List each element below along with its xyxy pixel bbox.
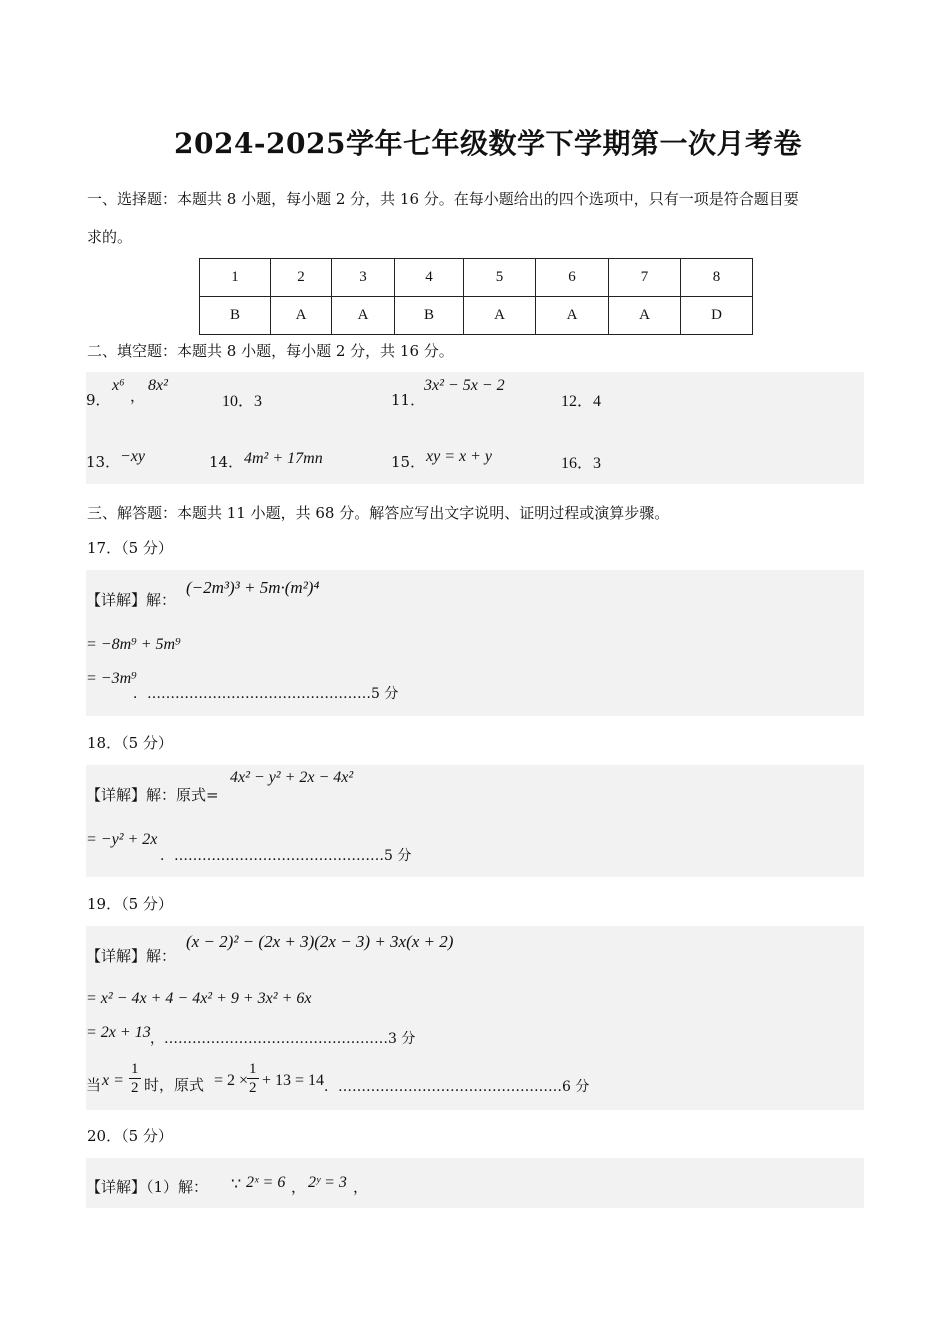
q19-fraction-half (129, 1060, 141, 1097)
q14-answer: 4m² + 17mn (244, 450, 323, 467)
page-title: 2024-2025学年七年级数学下学期第一次月考卷 (174, 127, 802, 160)
q19-calc: = 2 × (214, 1072, 249, 1089)
q18-expression: 4x² − y² + 2x − 4x² (230, 769, 354, 786)
table-cell: 3 (332, 259, 395, 297)
q9-answer-b: 8x² (148, 377, 168, 394)
choice-answer-table (199, 258, 753, 335)
section1-line1: 一、选择题：本题共 8 小题，每小题 2 分，共 16 分。在每小题给出的四个选项中，只有一项是符合题目要 (87, 190, 799, 208)
q17-step1: = −8m⁹ + 5m⁹ (86, 636, 181, 653)
q15-answer: xy = x + y (426, 448, 492, 465)
q20-separator: ， (291, 1178, 307, 1196)
table-cell: 4 (395, 259, 464, 297)
q20-expression-1: 2ˣ = 6 (246, 1174, 286, 1191)
q18-intro: 【详解】解：原式= (86, 786, 219, 804)
q17-step2: = −3m⁹ (86, 670, 137, 687)
fraction-numerator: 1 (131, 1061, 139, 1077)
table-cell: B (395, 297, 464, 335)
q18-step1: = −y² + 2x (86, 831, 158, 848)
q17-solution-panel (86, 570, 864, 716)
table-row-numbers (200, 259, 753, 297)
table-cell: A (332, 297, 395, 335)
q10-answer: 10．3 (222, 393, 263, 410)
table-cell: B (200, 297, 271, 335)
q17-expression: (−2m³)³ + 5m·(m²)⁴ (186, 578, 320, 597)
q20-end: ， (353, 1178, 369, 1196)
section2-heading: 二、填空题：本题共 8 小题，每小题 2 分，共 16 分。 (87, 342, 454, 360)
table-cell: A (464, 297, 536, 335)
table-cell: 5 (464, 259, 536, 297)
q20-expression-2: 2ʸ = 3 (308, 1174, 347, 1191)
table-cell: A (271, 297, 332, 335)
fraction-denominator: 2 (249, 1080, 257, 1096)
table-cell: D (681, 297, 753, 335)
q19-intro: 【详解】解： (86, 947, 177, 965)
table-cell: 2 (271, 259, 332, 297)
because-symbol: ∵ (231, 1176, 242, 1193)
q19-solution-panel (86, 926, 864, 1110)
table-cell: A (609, 297, 681, 335)
q19-x-equals: x = (102, 1072, 124, 1089)
q18-label: 18．（5 分） (87, 734, 173, 752)
q9-answer-a: x⁶ (112, 377, 125, 394)
q18-score-dots: ．………………………………………5 分 (160, 848, 412, 864)
fraction-numerator: 1 (249, 1061, 257, 1077)
q17-intro: 【详解】解： (86, 591, 177, 609)
table-cell: 8 (681, 259, 753, 297)
fill-answers-panel (86, 372, 864, 484)
q17-label: 17．（5 分） (87, 539, 173, 557)
q20-label: 20．（5 分） (87, 1127, 173, 1145)
q9-label: 9． (86, 391, 111, 409)
table-cell: 7 (609, 259, 681, 297)
q9-separator: ， (130, 387, 146, 405)
q20-solution-panel (86, 1158, 864, 1208)
q19-score-dots-6: ．…………………………………………6 分 (324, 1079, 590, 1095)
q17-score-dots: ．…………………………………………5 分 (133, 686, 399, 702)
table-cell: 6 (536, 259, 609, 297)
q18-solution-panel (86, 765, 864, 877)
q13-answer: −xy (120, 448, 145, 465)
q19-label: 19．（5 分） (87, 895, 173, 913)
q19-expression: (x − 2)² − (2x + 3)(2x − 3) + 3x(x + 2) (186, 932, 454, 951)
section1-line2: 求的。 (87, 228, 133, 246)
table-cell: 1 (200, 259, 271, 297)
q19-shi-label: 时，原式 (144, 1076, 205, 1094)
q15-label: 15． (391, 453, 426, 471)
q12-answer: 12．4 (561, 393, 602, 410)
section3-heading: 三、解答题：本题共 11 小题，共 68 分。解答应写出文字说明、证明过程或演算步骤。 (87, 504, 670, 522)
q14-label: 14． (209, 453, 244, 471)
q19-step2: = 2x + 13 (86, 1024, 151, 1041)
q16-answer: 16．3 (561, 455, 602, 472)
q13-label: 13． (86, 453, 121, 471)
q11-answer: 3x² − 5x − 2 (424, 377, 505, 394)
table-cell: A (536, 297, 609, 335)
q19-calc-result: + 13 = 14 (262, 1072, 325, 1089)
table-row-answers (200, 297, 753, 335)
q19-step1: = x² − 4x + 4 − 4x² + 9 + 3x² + 6x (86, 990, 312, 1007)
q19-when: 当 (86, 1076, 102, 1094)
q11-label: 11． (391, 391, 426, 409)
q19-score-dots-3: ，…………………………………………3 分 (150, 1031, 416, 1047)
q19-fraction-half-2 (247, 1060, 259, 1097)
fraction-denominator: 2 (131, 1080, 139, 1096)
q20-intro: 【详解】（1）解： (86, 1178, 209, 1196)
